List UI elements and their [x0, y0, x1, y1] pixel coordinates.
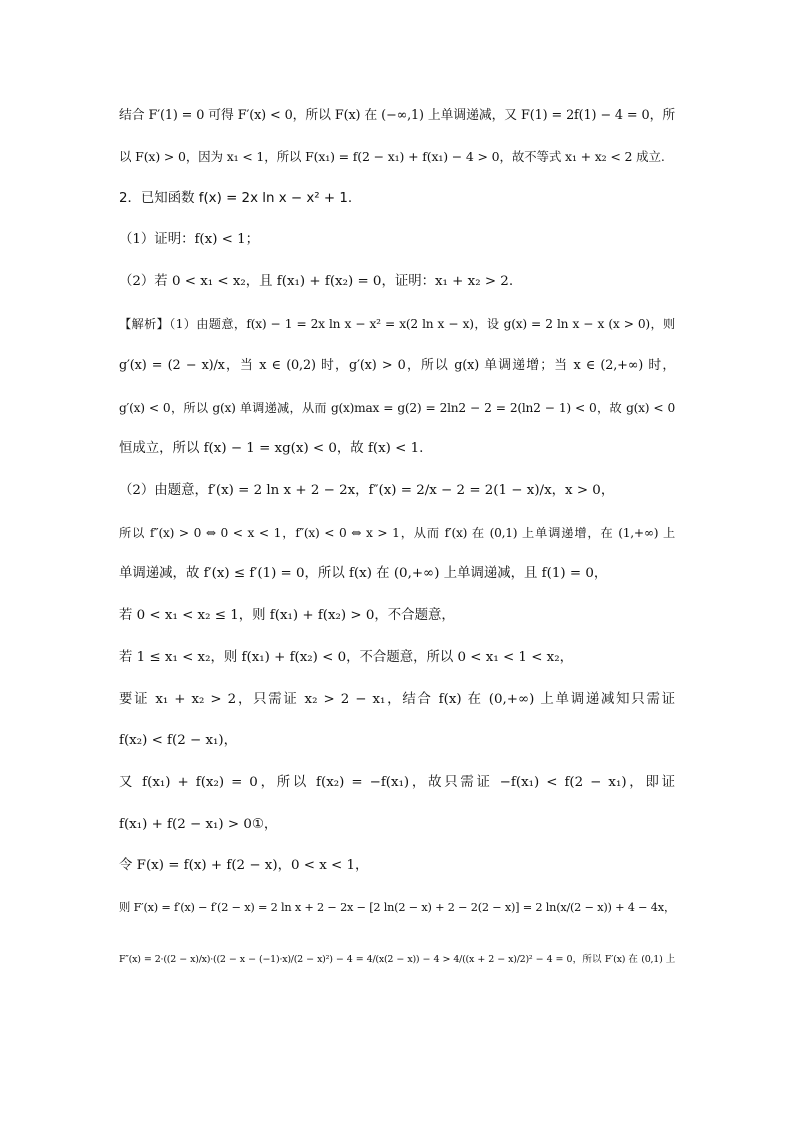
solution-part-2-line-6: 要证 x₁ + x₂ > 2，只需证 x₂ > 2 − x₁，结合 f(x) 在 (0,+∞) 上单调递减知只需证 [119, 692, 675, 707]
solution-line-2: g′(x) = (2 − x)/x，当 x ∈ (0,2) 时，g′(x) > 0，所以 g(x) 单调递增；当 x ∈ (2,+∞) 时， [119, 358, 675, 373]
solution-part-2-line-12: F″(x) = 2·((2 − x)/x)·((2 − x − (−1)·x)/(2 − x)²) − 4 = 4/(x(2 − x)) − 4 > 4/((x + 2 − x)/2)² − 4 = 0，所以 F′(x) 在 (0,1) 上 [119, 954, 675, 965]
solution-line-3: g′(x) < 0，所以 g(x) 单调递减，从而 g(x)max = g(2) = 2ln2 − 2 = 2(ln2 − 1) < 0，故 g(x) < 0 [119, 401, 675, 415]
text-line-1: 结合 F′(1) = 0 可得 F′(x) < 0，所以 F(x) 在 (−∞,1) 上单调递减，又 F(1) = 2f(1) − 4 = 0，所 [119, 108, 675, 123]
problem-2-statement: 2．已知函数 f(x) = 2x ln x − x² + 1. [119, 191, 353, 206]
solution-part-2-line-1: （2）由题意，f′(x) = 2 ln x + 2 − 2x，f″(x) = 2/x − 2 = 2(1 − x)/x，x > 0， [119, 483, 615, 498]
solution-part-2-line-2: 所以 f″(x) > 0 ⇔ 0 < x < 1，f″(x) < 0 ⇔ x > 1，从而 f′(x) 在 (0,1) 上单调递增，在 (1,+∞) 上 [119, 526, 675, 540]
solution-part-2-line-5: 若 1 ≤ x₁ < x₂，则 f(x₁) + f(x₂) < 0，不合题意，所以 0 < x₁ < 1 < x₂， [119, 650, 573, 665]
solution-part-2-line-8: 又 f(x₁) + f(x₂) = 0，所以 f(x₂) = −f(x₁)，故只需证 −f(x₁) < f(2 − x₁)，即证 [119, 775, 675, 790]
problem-2-part-2: （2）若 0 < x₁ < x₂，且 f(x₁) + f(x₂) = 0，证明：x₁ + x₂ > 2. [119, 274, 514, 289]
solution-part-2-line-9: f(x₁) + f(2 − x₁) > 0①， [119, 817, 278, 832]
solution-part-2-line-10: 令 F(x) = f(x) + f(2 − x)，0 < x < 1， [119, 858, 369, 873]
solution-part-2-line-7: f(x₂) < f(2 − x₁)， [119, 733, 238, 748]
solution-part-2-line-11: 则 F′(x) = f′(x) − f′(2 − x) = 2 ln x + 2 − 2x − [2 ln(2 − x) + 2 − 2(2 − x)] = 2 ln(x/(2 − x)) + 4 − 4x， [119, 901, 675, 914]
solution-part-2-line-3: 单调递减，故 f′(x) ≤ f′(1) = 0，所以 f(x) 在 (0,+∞) 上单调递减，且 f(1) = 0， [119, 566, 608, 581]
text-line-2: 以 F(x) > 0，因为 x₁ < 1，所以 F(x₁) = f(2 − x₁) + f(x₁) − 4 > 0，故不等式 x₁ + x₂ < 2 成立. [119, 149, 665, 164]
problem-2-part-1: （1）证明：f(x) < 1； [119, 232, 260, 247]
solution-line-4: 恒成立，所以 f(x) − 1 = xg(x) < 0，故 f(x) < 1. [119, 441, 424, 456]
solution-line-1: 【解析】（1）由题意，f(x) − 1 = 2x ln x − x² = x(2 ln x − x)，设 g(x) = 2 ln x − x (x > 0)，则 [119, 317, 675, 331]
solution-part-2-line-4: 若 0 < x₁ < x₂ ≤ 1，则 f(x₁) + f(x₂) > 0，不合题意， [119, 608, 455, 623]
